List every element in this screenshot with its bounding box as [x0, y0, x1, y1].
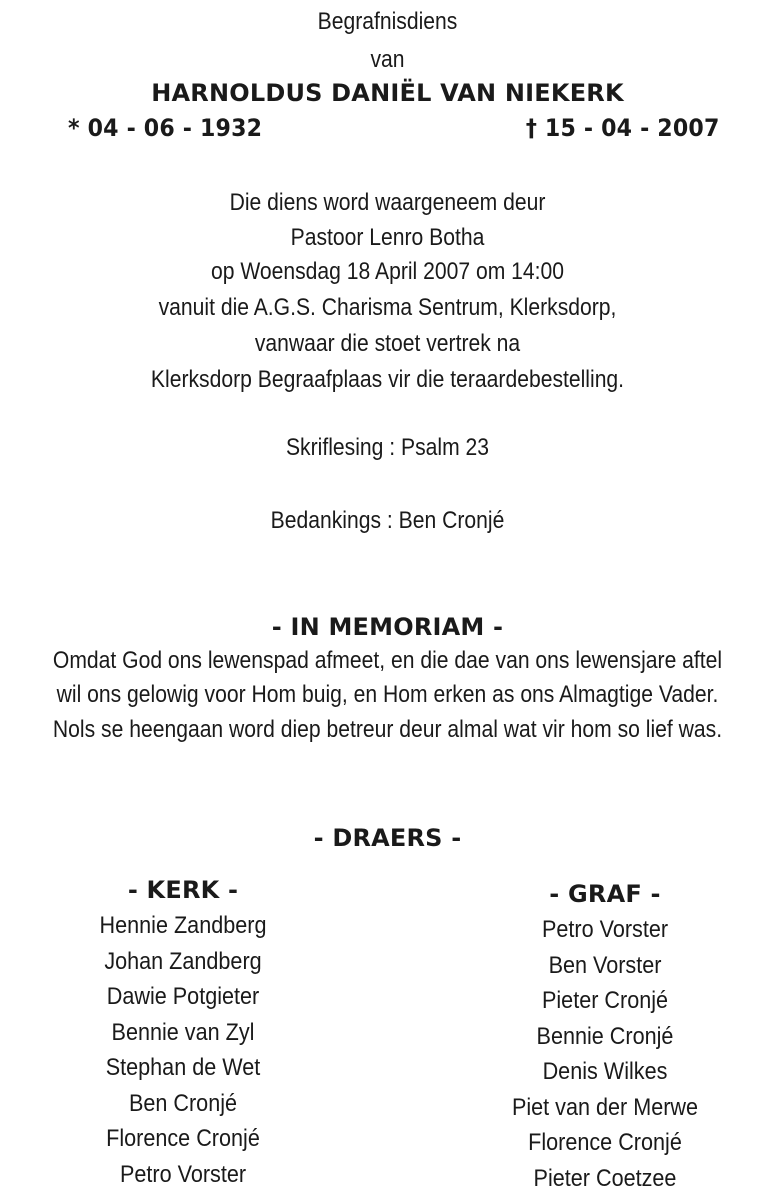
list-item: Bennie Cronjé [536, 1022, 674, 1050]
service-line-3: op Woensdag 18 April 2007 om 14:00 [210, 258, 565, 285]
list-item: Ben Vorster [548, 951, 662, 979]
service-line-4: vanuit die A.G.S. Charisma Sentrum, Klerksdorp, [158, 294, 617, 321]
list-item: Ben Cronjé [128, 1089, 238, 1117]
scripture-reading: Skriflesing : Psalm 23 [285, 434, 490, 461]
thanks-line: Bedankings : Ben Cronjé [270, 507, 505, 534]
church-pallbearers [33, 872, 333, 1192]
church-pallbearer-list [33, 908, 333, 1192]
list-item: Denis Wilkes [542, 1058, 668, 1085]
grave-pallbearer-list [455, 912, 755, 1196]
service-line-5: vanwaar die stoet vertrek na [254, 330, 521, 357]
list-item: Petro Vorster [119, 1160, 247, 1188]
pallbearers-title: - DRAERS - [313, 824, 462, 852]
list-item: Florence Cronjé [106, 1125, 260, 1152]
list-item: Johan Zandberg [104, 947, 262, 975]
birth-date: * 04 - 06 - 1932 [68, 114, 263, 142]
list-item: Pieter Cronjé [541, 987, 669, 1014]
memoriam-line-2: wil ons gelowig voor Hom buig, en Hom erken as ons Almagtige Vader. [56, 681, 719, 708]
memoriam-title: - IN MEMORIAM - [271, 613, 504, 641]
van-label: van [370, 46, 405, 73]
service-line-2: Pastoor Lenro Botha [290, 224, 485, 251]
document-title: Begrafnisdiens [317, 8, 458, 35]
death-date: † 15 - 04 - 2007 [525, 114, 719, 142]
grave-heading: - GRAF - [549, 880, 661, 908]
service-line-1: Die diens word waargeneem deur [229, 189, 546, 216]
list-item: Dawie Potgieter [106, 983, 260, 1010]
list-item: Bennie van Zyl [111, 1018, 255, 1046]
memoriam-line-3: Nols se heengaan word diep betreur deur almal wat vir hom so lief was. [52, 716, 723, 743]
church-heading: - KERK - [127, 876, 239, 904]
service-line-6: Klerksdorp Begraafplaas vir die teraardebestelling. [150, 366, 625, 393]
list-item: Piet van der Merwe [511, 1093, 699, 1121]
list-item: Florence Cronjé [528, 1129, 682, 1156]
list-item: Petro Vorster [541, 916, 669, 943]
deceased-name: HARNOLDUS DANIËL VAN NIEKERK [151, 79, 624, 107]
memoriam-line-1: Omdat God ons lewenspad afmeet, en die dae van ons lewensjare aftel [52, 647, 723, 674]
list-item: Pieter Coetzee [533, 1164, 677, 1192]
list-item: Hennie Zandberg [99, 912, 267, 939]
list-item: Stephan de Wet [105, 1054, 261, 1081]
grave-pallbearers [455, 876, 755, 1196]
